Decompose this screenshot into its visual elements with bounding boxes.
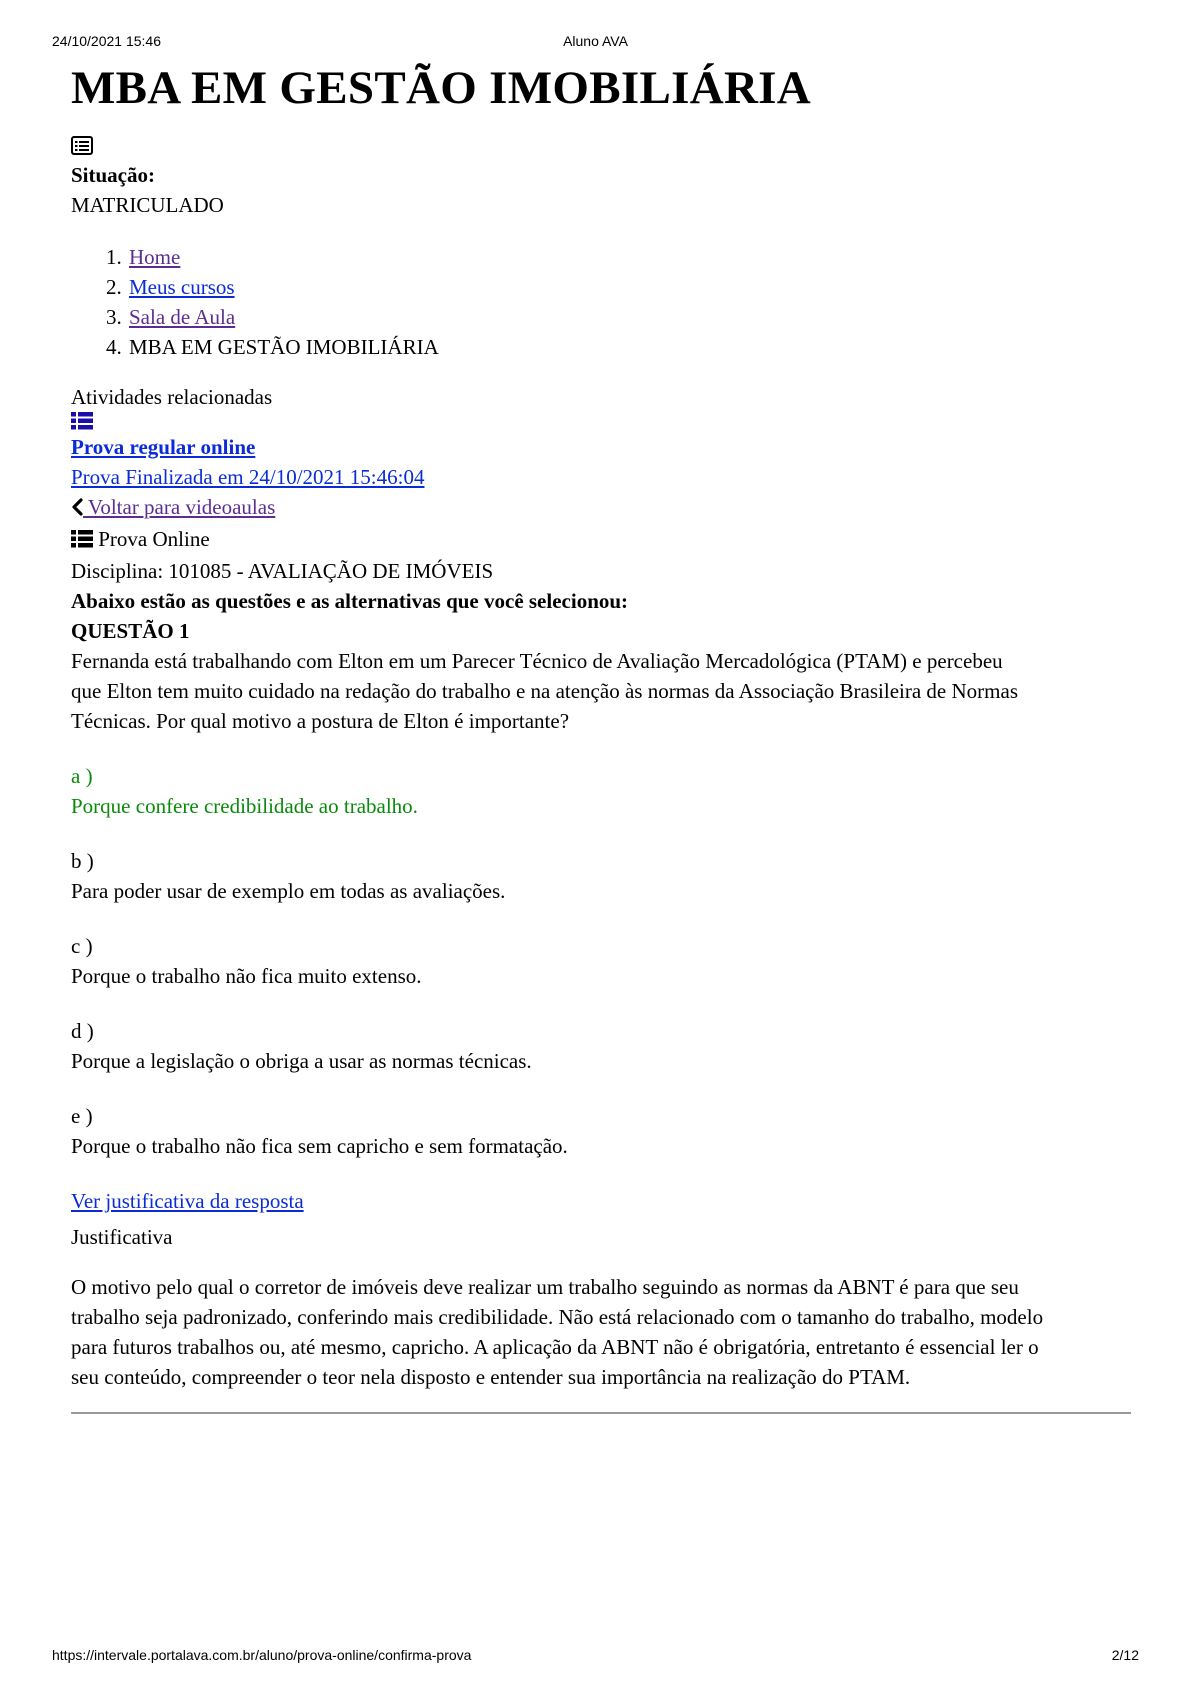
breadcrumb-item-home	[127, 242, 1131, 272]
question-text-line: que Elton tem muito cuidado na redação do trabalho e na atenção às normas da Associação Brasileira de Normas	[71, 679, 1018, 704]
list-icon	[71, 526, 93, 556]
option-c-text: Porque o trabalho não fica muito extenso.	[71, 964, 422, 989]
list-icon	[71, 412, 93, 435]
related-activities-heading: Atividades relacionadas	[71, 385, 273, 409]
view-justification-link[interactable]: Ver justificativa da resposta	[71, 1189, 304, 1214]
option-b-text: Para poder usar de exemplo em todas as avaliações.	[71, 879, 506, 904]
option-e-text: Porque o trabalho não fica sem capricho e sem formatação.	[71, 1134, 568, 1159]
breadcrumb-link-sala-de-aula[interactable]: Sala de Aula	[129, 305, 236, 329]
option-c-letter: c )	[71, 934, 93, 959]
print-page-number: 2/12	[1111, 1647, 1139, 1663]
question-text-line: Fernanda está trabalhando com Elton em um Parecer Técnico de Avaliação Mercadológica (PTAM) e percebeu	[71, 649, 1003, 674]
option-a-text: Porque confere credibilidade ao trabalho.	[71, 794, 418, 819]
justification-text-line: O motivo pelo qual o corretor de imóveis deve realizar um trabalho seguindo as normas da ABNT é para que seu	[71, 1275, 1019, 1300]
breadcrumb-link-meus-cursos[interactable]: Meus cursos	[129, 275, 235, 299]
course-title: MBA EM GESTÃO IMOBILIÁRIA	[71, 62, 812, 114]
breadcrumb-item-current: 4. MBA EM GESTÃO IMOBILIÁRIA	[127, 332, 1131, 362]
section-label: Prova Online	[93, 527, 210, 552]
print-footer	[52, 1647, 1139, 1665]
discipline: Disciplina: 101085 - AVALIAÇÃO DE IMÓVEIS	[71, 559, 494, 584]
breadcrumb	[71, 242, 1131, 362]
justification-text-line: trabalho seja padronizado, conferindo mais credibilidade. Não está relacionado com o tamanho do trabalho, modelo	[71, 1305, 1044, 1330]
back-to-videos-link[interactable]	[71, 495, 275, 519]
option-a-letter: a )	[71, 764, 93, 789]
question-text-line: Técnicas. Por qual motivo a postura de Elton é importante?	[71, 709, 570, 734]
print-header	[52, 33, 1139, 51]
justification-text-line: para futuros trabalhos ou, até mesmo, capricho. A aplicação da ABNT não é obrigatória, entretanto é essencial ler o	[71, 1335, 1039, 1360]
question-number: QUESTÃO 1	[71, 619, 190, 644]
intro-text: Abaixo estão as questões e as alternativas que você selecionou:	[71, 589, 629, 614]
option-d-letter: d )	[71, 1019, 94, 1044]
chevron-left-icon	[71, 494, 83, 524]
option-e-letter: e )	[71, 1104, 93, 1129]
justification-heading: Justificativa	[71, 1225, 173, 1250]
activity-link[interactable]: Prova regular online	[71, 435, 256, 459]
option-b-letter: b )	[71, 849, 94, 874]
related-icon-row	[71, 412, 1131, 432]
status-label: Situação:	[71, 163, 155, 187]
separator	[71, 1412, 1131, 1414]
section-label-row	[71, 524, 1131, 556]
main-content	[71, 52, 1131, 1414]
status-block	[71, 136, 1131, 160]
list-alt-icon	[71, 136, 93, 161]
breadcrumb-link-home[interactable]: Home	[129, 245, 181, 269]
justification-text-line: seu conteúdo, compreender o teor nela disposto e entender sua importância na realização do PTAM.	[71, 1365, 911, 1390]
finished-exam-link[interactable]: Prova Finalizada em 24/10/2021 15:46:04	[71, 465, 425, 489]
option-d-text: Porque a legislação o obriga a usar as normas técnicas.	[71, 1049, 532, 1074]
breadcrumb-item-meus-cursos	[127, 272, 1131, 302]
back-to-videos-label: Voltar para videoaulas	[83, 495, 276, 519]
breadcrumb-item-sala-de-aula	[127, 302, 1131, 332]
print-page-title: Aluno AVA	[563, 33, 628, 49]
print-datetime: 24/10/2021 15:46	[52, 33, 161, 49]
status-value: MATRICULADO	[71, 193, 224, 217]
print-url: https://intervale.portalava.com.br/aluno/prova-online/confirma-prova	[52, 1647, 472, 1663]
